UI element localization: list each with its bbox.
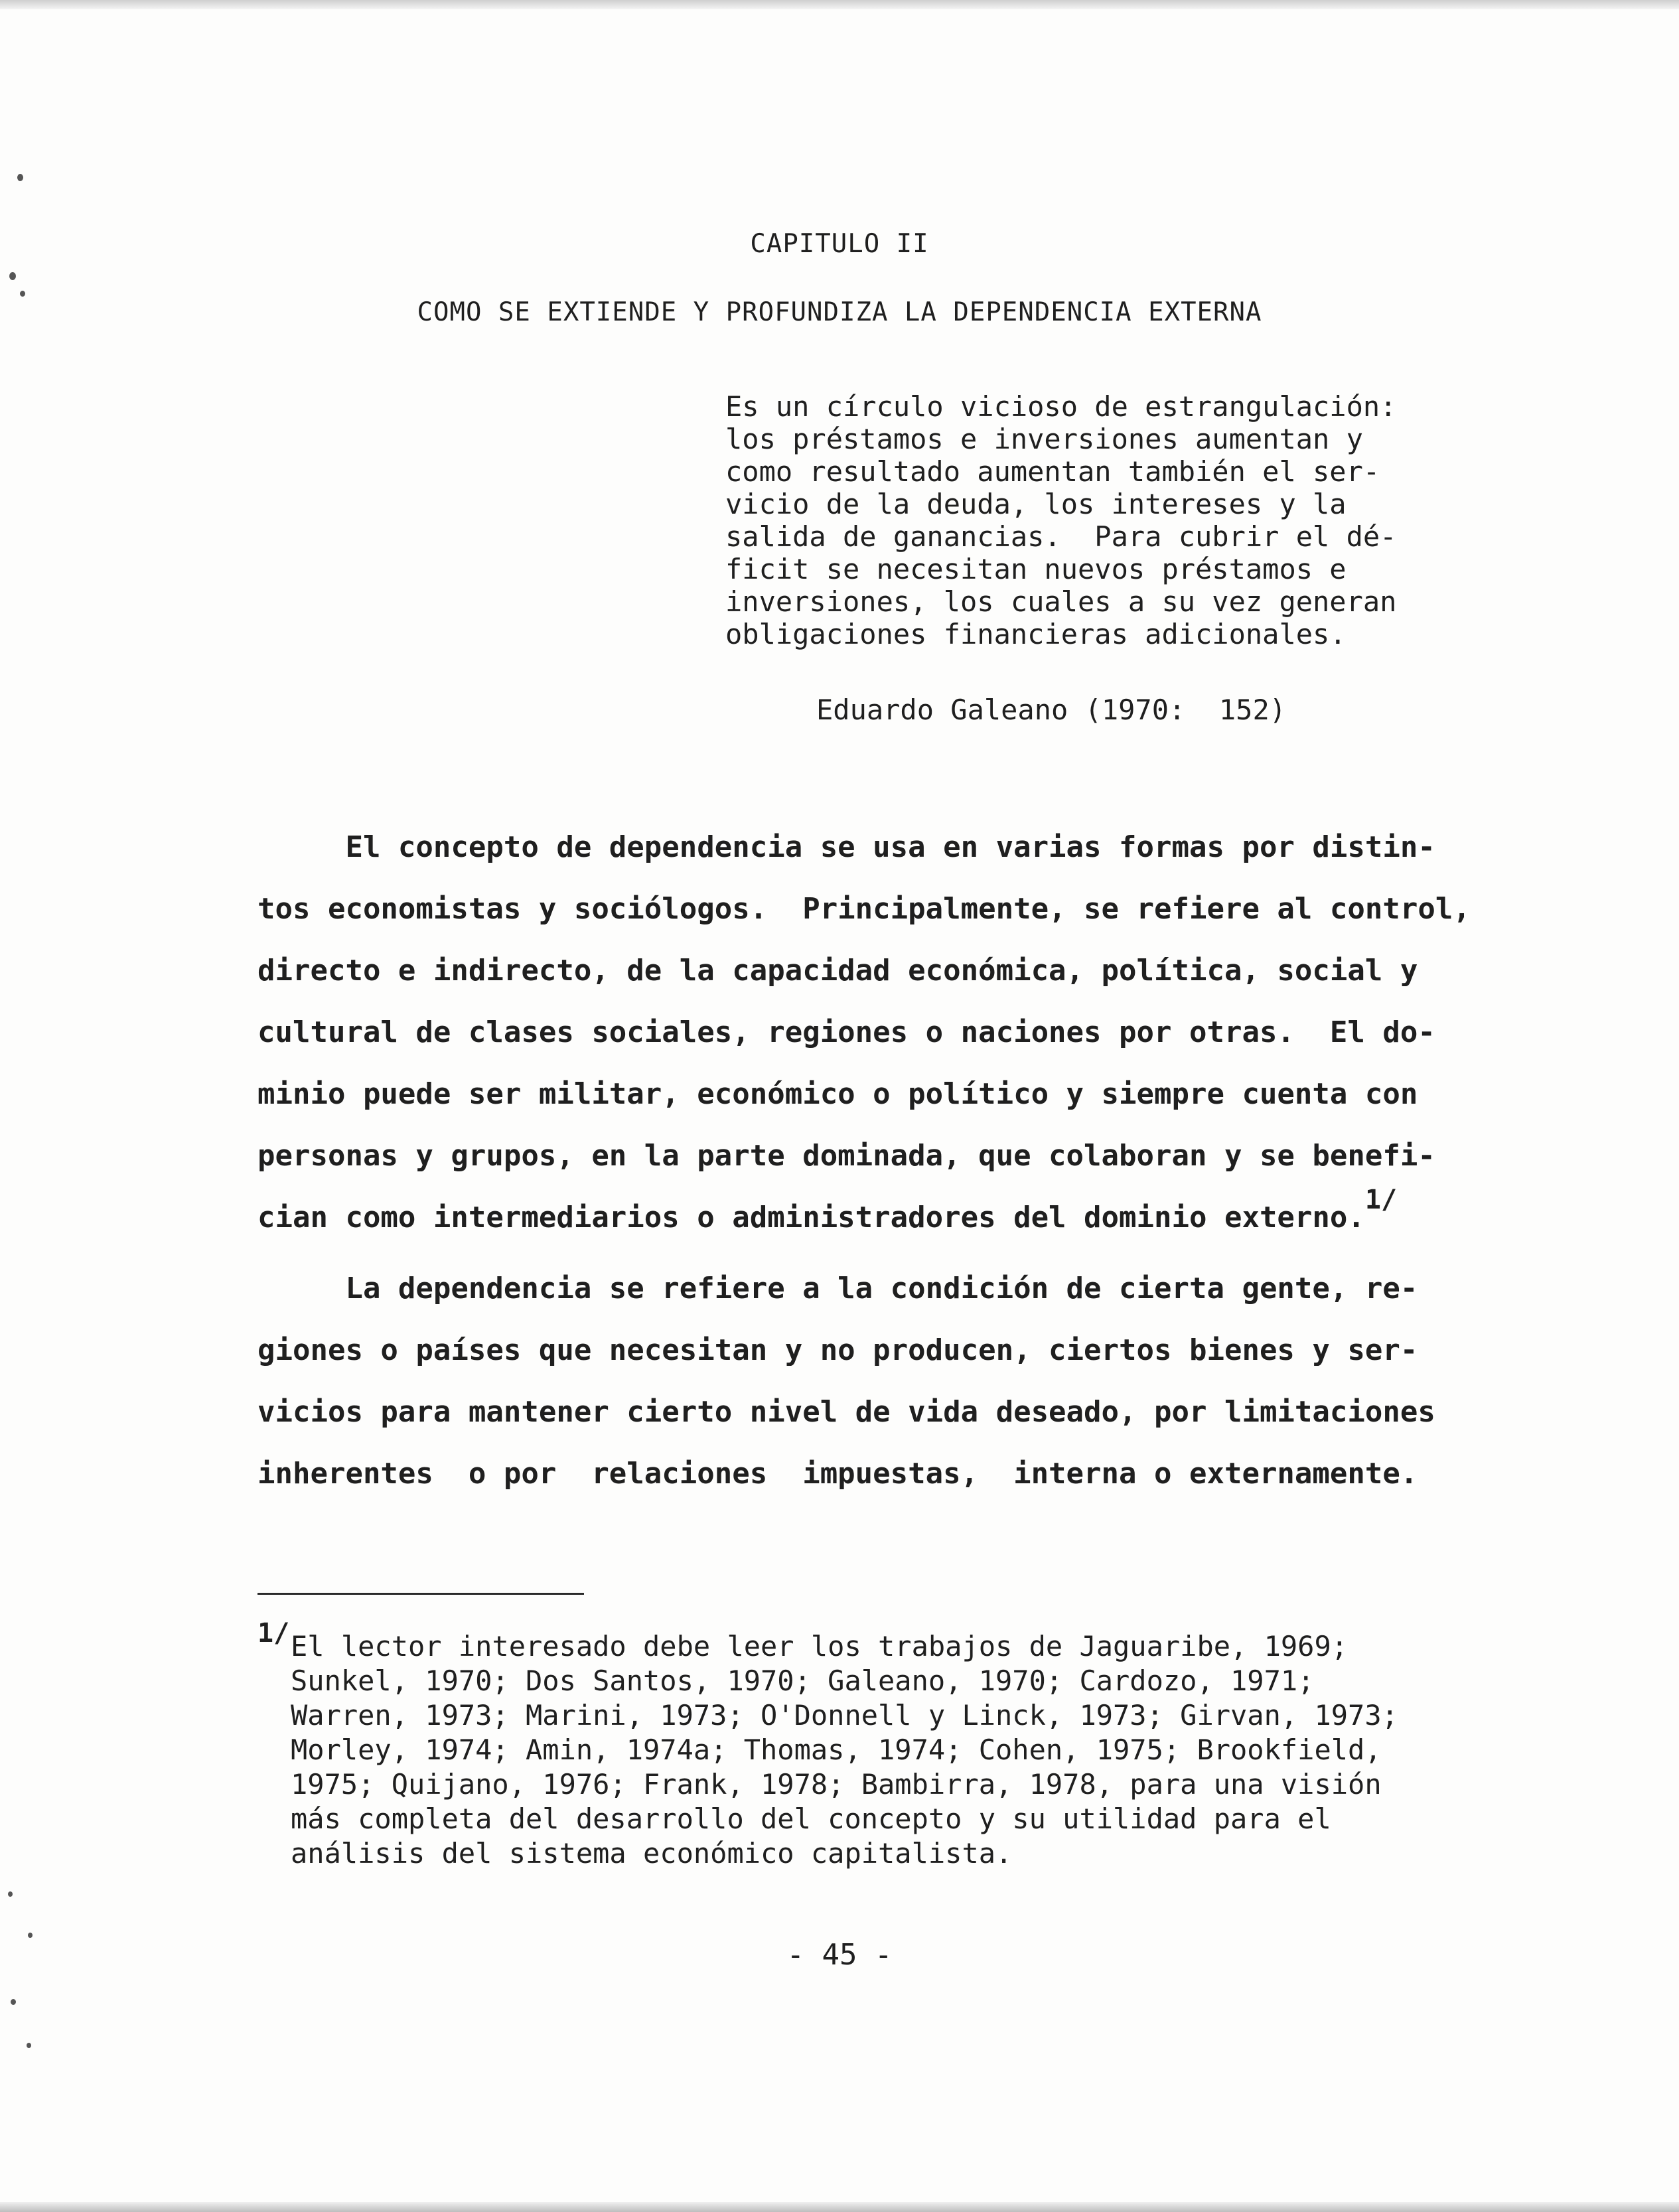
scan-speck	[8, 1891, 13, 1897]
scan-speck	[17, 174, 23, 181]
body-line: La dependencia se refiere a la condición de cierta gente, re-	[257, 1272, 1418, 1305]
footnote-mark: 1/	[257, 1618, 290, 1649]
body-paragraph-2	[257, 1258, 1505, 1505]
epigraph-attribution: Eduardo Galeano (1970: 152)	[816, 694, 1287, 726]
epigraph-line: ficit se necesitan nuevos préstamos e	[725, 553, 1347, 585]
epigraph-line: Es un círculo vicioso de estrangulación:	[725, 390, 1397, 423]
body-line: minio puede ser militar, económico o político y siempre cuenta con	[257, 1077, 1418, 1111]
body-line: directo e indirecto, de la capacidad económica, política, social y	[257, 954, 1418, 988]
chapter-label: CAPITULO II	[750, 229, 929, 259]
body-line-text: cian como intermediarios o administradores del dominio externo.	[257, 1201, 1365, 1234]
scan-speck	[28, 1933, 33, 1938]
footnote-line: Sunkel, 1970; Dos Santos, 1970; Galeano, 1970; Cardozo, 1971;	[291, 1664, 1315, 1697]
body-line	[257, 1187, 1505, 1248]
epigraph-line: vicio de la deuda, los intereses y la	[725, 488, 1347, 520]
epigraph-line: obligaciones financieras adicionales.	[725, 618, 1347, 650]
footnote-line: Morley, 1974; Amin, 1974a; Thomas, 1974; Cohen, 1975; Brookfield,	[291, 1733, 1382, 1766]
body-line: personas y grupos, en la parte dominada, que colaboran y se benefi-	[257, 1139, 1435, 1173]
body-line: tos economistas y sociólogos. Principalmente, se refiere al control,	[257, 892, 1471, 926]
epigraph-line: como resultado aumentan también el ser-	[725, 455, 1380, 488]
scan-speck	[27, 2043, 31, 2048]
page-number: - 45 -	[786, 1938, 893, 1972]
epigraph-line: inversiones, los cuales a su vez generan	[725, 585, 1397, 618]
body-paragraph-1	[257, 816, 1505, 1248]
body-line: El concepto de dependencia se usa en varias formas por distin-	[257, 830, 1435, 864]
page-bottom-edge	[0, 2202, 1679, 2212]
footnote-line: análisis del sistema económico capitalista.	[291, 1837, 1013, 1870]
footnote-line: El lector interesado debe leer los trabajos de Jaguaribe, 1969;	[291, 1630, 1349, 1662]
footnote-divider	[257, 1593, 584, 1595]
body-line: cultural de clases sociales, regiones o naciones por otras. El do-	[257, 1015, 1435, 1049]
body-line: giones o países que necesitan y no producen, ciertos bienes y ser-	[257, 1333, 1418, 1367]
scan-speck	[9, 272, 16, 280]
scan-speck	[11, 1999, 16, 2005]
chapter-title: COMO SE EXTIENDE Y PROFUNDIZA LA DEPENDENCIA EXTERNA	[417, 297, 1262, 327]
footnote-line: Warren, 1973; Marini, 1973; O'Donnell y Linck, 1973; Girvan, 1973;	[291, 1699, 1398, 1732]
body-line: inherentes o por relaciones impuestas, interna o externamente.	[257, 1457, 1418, 1491]
footnote	[257, 1618, 1518, 1871]
body-line: vicios para mantener cierto nivel de vida deseado, por limitaciones	[257, 1395, 1435, 1429]
page-top-edge	[0, 0, 1679, 9]
scan-speck	[20, 291, 25, 297]
footnote-line: más completa del desarrollo del concepto y su utilidad para el	[291, 1803, 1331, 1835]
epigraph-quote	[725, 390, 1475, 650]
footnote-reference: 1/	[1364, 1185, 1398, 1215]
footnote-line: 1975; Quijano, 1976; Frank, 1978; Bambirra, 1978, para una visión	[291, 1768, 1382, 1801]
epigraph-line: los préstamos e inversiones aumentan y	[725, 423, 1363, 455]
epigraph-line: salida de ganancias. Para cubrir el dé-	[725, 520, 1397, 553]
